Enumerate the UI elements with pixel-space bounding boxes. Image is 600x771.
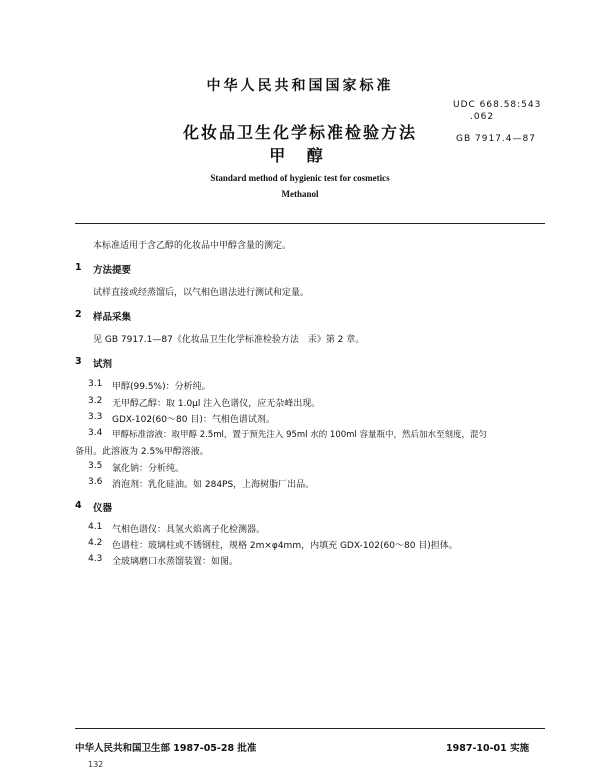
section-1-title: 方法提要 xyxy=(93,265,132,276)
item-number: 4.1 xyxy=(88,522,103,532)
item-text: GDX-102(60～80 目)：气相色谱试剂。 xyxy=(112,415,275,425)
item-number: 4.3 xyxy=(88,554,103,564)
item-number: 3.3 xyxy=(88,412,103,422)
scope-paragraph: 本标准适用于含乙醇的化妆品中甲醇含量的测定。 xyxy=(93,241,292,251)
item-number: 4.2 xyxy=(88,538,103,548)
header-divider xyxy=(75,223,545,224)
section-2-text: 见 GB 7917.1—87《化妆品卫生化学标准检验方法 汞》第 2 章。 xyxy=(93,335,365,345)
item-text: 甲醇(99.5%)：分析纯。 xyxy=(112,382,211,392)
item-text: 气相色谱仪：具氢火焰离子化检测器。 xyxy=(112,525,266,535)
national-standard-heading: 中华人民共和国国家标准 xyxy=(206,78,394,94)
effective-date: 1987-10-01 实施 xyxy=(446,743,530,754)
document-title-en: Standard method of hygienic test for cosmetics xyxy=(210,173,390,183)
section-3-number: 3 xyxy=(75,356,82,367)
udc-code: UDC 668.58:543 xyxy=(453,100,542,110)
document-subtitle-en: Methanol xyxy=(281,189,319,199)
item-text: 全玻璃磨口水蒸馏装置：如图。 xyxy=(112,557,239,567)
item-number: 3.2 xyxy=(88,396,103,406)
section-1-text: 试样直接或经蒸馏后，以气相色谱法进行测试和定量。 xyxy=(93,288,310,298)
item-number: 3.6 xyxy=(88,477,103,487)
item-text: 无甲醇乙醇：取 1.0μl 注入色谱仪，应无杂峰出现。 xyxy=(112,399,321,409)
item-number: 3.5 xyxy=(88,461,103,471)
approval-notice: 中华人民共和国卫生部 1987-05-28 批准 xyxy=(75,743,257,754)
item-text: 色谱柱：玻璃柱或不锈钢柱，规格 2m×φ4mm，内填充 GDX-102(60～80 目)担体。 xyxy=(112,541,458,551)
document-title-cn: 化妆品卫生化学标准检验方法 xyxy=(182,123,417,142)
item-text: 甲醇标准溶液：取甲醇 2.5ml，置于预先注入 95ml 水的 100ml 容量瓶中，然后加水至刻度，混匀 xyxy=(112,430,487,440)
section-2-number: 2 xyxy=(75,309,82,320)
figure-area-blank xyxy=(75,575,545,715)
section-3-title: 试剂 xyxy=(93,359,113,370)
section-1-number: 1 xyxy=(75,262,82,273)
section-4-number: 4 xyxy=(75,500,82,511)
udc-code-continued: .062 xyxy=(470,112,495,122)
page-number: 132 xyxy=(88,760,104,769)
document-subtitle-cn: 甲 醇 xyxy=(269,146,331,165)
gb-standard-number: GB 7917.4—87 xyxy=(456,134,536,144)
footer-divider xyxy=(75,728,545,729)
section-4-title: 仪器 xyxy=(93,503,113,514)
section-2-title: 样品采集 xyxy=(93,312,132,323)
item-text: 氯化钠：分析纯。 xyxy=(112,464,185,474)
item-number: 3.4 xyxy=(88,428,103,438)
item-text: 消泡剂：乳化硅油。如 284PS，上海树脂厂出品。 xyxy=(112,480,315,490)
item-number: 3.1 xyxy=(88,379,103,389)
item-text-continued: 备用。此溶液为 2.5%甲醇溶液。 xyxy=(75,447,209,457)
